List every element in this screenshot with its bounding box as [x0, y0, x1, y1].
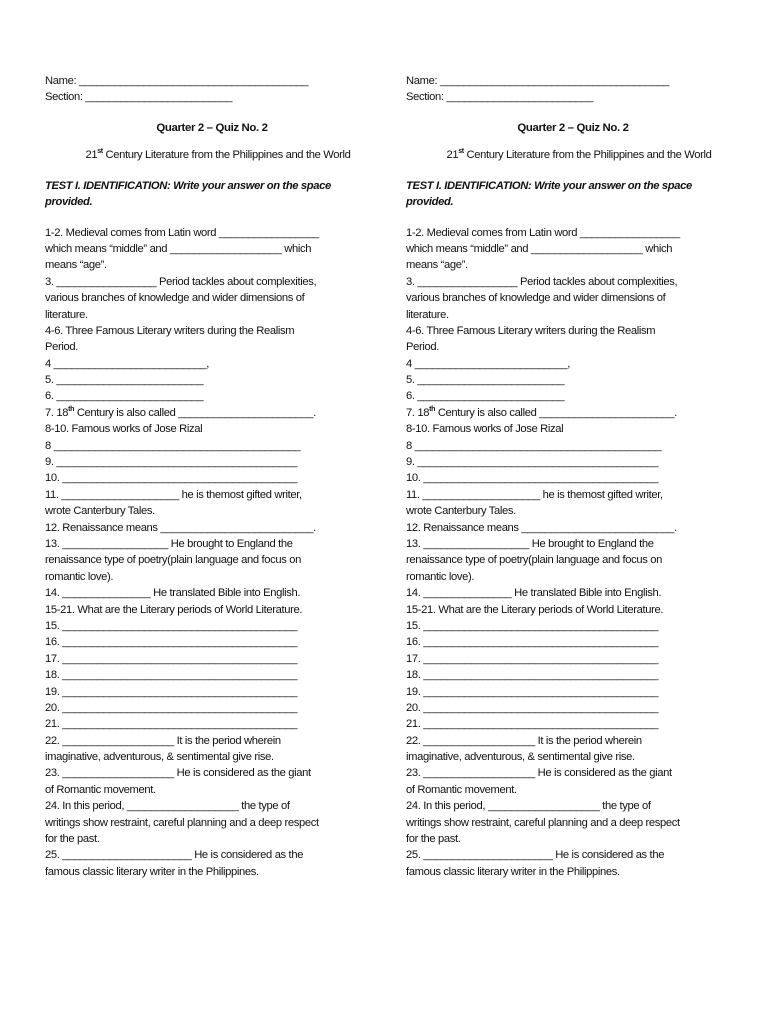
quiz-sheet-left [45, 73, 375, 880]
question-line [45, 405, 375, 421]
ordinal-superscript: th [429, 405, 436, 413]
question-line: 18. ________________________________________ [45, 669, 298, 682]
question-line: renaissance type of poetry(plain language and focus on [406, 554, 663, 567]
question-line: 5. _________________________ [45, 374, 204, 387]
question-line: 12. Renaissance means __________________________. [406, 521, 677, 534]
section-line: Section: _________________________ [45, 91, 233, 104]
subtitle-superscript: st [458, 148, 464, 156]
question-line: famous classic literary writer in the Philippines. [406, 865, 620, 878]
question-line: which means “middle” and ___________________ which [406, 242, 673, 255]
question-line [406, 405, 736, 421]
question-line: 9. _________________________________________ [406, 456, 659, 469]
subtitle-superscript: st [97, 148, 103, 156]
question-line: 5. _________________________ [406, 374, 565, 387]
question-line: 18. ________________________________________ [406, 669, 659, 682]
question-line: 8 __________________________________________ [406, 439, 662, 452]
question-line: 21. ________________________________________ [406, 718, 659, 731]
test-heading: TEST I. IDENTIFICATION: Write your answer on the space provided. [406, 179, 692, 208]
question-line: 23. ___________________ He is considered as the giant [406, 767, 672, 780]
question-line: 22. ___________________ It is the period wherein [45, 734, 281, 747]
question-line: imaginative, adventurous, & sentimental give rise. [45, 751, 274, 764]
question-line: renaissance type of poetry(plain language and focus on [45, 554, 302, 567]
subtitle-number: 21 [85, 149, 98, 162]
question-line: 24. In this period, ___________________ the type of [406, 800, 651, 813]
test-heading: TEST I. IDENTIFICATION: Write your answer on the space provided. [45, 179, 331, 208]
question-line: 15. ________________________________________ [45, 619, 298, 632]
question-text: Century is also called _______________________. [74, 406, 317, 419]
question-line: 4 __________________________, [406, 357, 571, 370]
question-line: 12. Renaissance means __________________________. [45, 521, 316, 534]
question-line: wrote Canterbury Tales. [45, 505, 155, 518]
ordinal-superscript: th [68, 405, 75, 413]
quiz-subtitle [45, 147, 375, 163]
question-line: 25. ______________________ He is considered as the [406, 849, 665, 862]
question-line: 13. __________________ He brought to England the [45, 537, 293, 550]
question-line: of Romantic movement. [45, 783, 156, 796]
quiz-subtitle [406, 147, 736, 163]
question-line: for the past. [406, 833, 461, 846]
question-line: Period. [45, 341, 78, 354]
question-line: 8 __________________________________________ [45, 439, 301, 452]
question-text: 7. 18 [406, 406, 430, 419]
question-line: 8-10. Famous works of Jose Rizal [45, 423, 203, 436]
question-line: 6. _________________________ [45, 390, 204, 403]
question-line: 1-2. Medieval comes from Latin word _________________ [45, 226, 319, 239]
question-line: various branches of knowledge and wider dimensions of [45, 292, 305, 305]
question-line: 22. ___________________ It is the period wherein [406, 734, 642, 747]
subtitle-text: Century Literature from the Philippines and the World [102, 149, 351, 162]
question-line: 24. In this period, ___________________ the type of [45, 800, 290, 813]
question-line: 17. ________________________________________ [45, 652, 298, 665]
question-line: Period. [406, 341, 439, 354]
question-line: 1-2. Medieval comes from Latin word _________________ [406, 226, 680, 239]
question-line: 4 __________________________, [45, 357, 210, 370]
question-line: 3. _________________ Period tackles about complexities, [406, 275, 678, 288]
question-line: writings show restraint, careful planning and a deep respect [45, 816, 319, 829]
subtitle-text: Century Literature from the Philippines and the World [463, 149, 712, 162]
question-line: romantic love). [406, 570, 475, 583]
question-line: 15-21. What are the Literary periods of World Literature. [45, 603, 303, 616]
question-line: which means “middle” and ___________________ which [45, 242, 312, 255]
question-line: 17. ________________________________________ [406, 652, 659, 665]
question-line: 21. ________________________________________ [45, 718, 298, 731]
question-line: romantic love). [45, 570, 114, 583]
question-line: means “age”. [45, 259, 107, 272]
question-line: imaginative, adventurous, & sentimental give rise. [406, 751, 635, 764]
question-line: 19. ________________________________________ [406, 685, 659, 698]
question-line: 6. _________________________ [406, 390, 565, 403]
question-line: famous classic literary writer in the Philippines. [45, 865, 259, 878]
question-line: 13. __________________ He brought to England the [406, 537, 654, 550]
question-line: various branches of knowledge and wider dimensions of [406, 292, 666, 305]
name-line: Name: _______________________________________ [45, 75, 308, 87]
question-line: 20. ________________________________________ [406, 701, 659, 714]
quiz-title: Quarter 2 – Quiz No. 2 [517, 121, 629, 134]
quiz-title: Quarter 2 – Quiz No. 2 [156, 121, 268, 134]
question-line: 25. ______________________ He is considered as the [45, 849, 304, 862]
question-line: 16. ________________________________________ [45, 636, 298, 649]
question-line: 23. ___________________ He is considered as the giant [45, 767, 311, 780]
question-line: writings show restraint, careful planning and a deep respect [406, 816, 680, 829]
question-line: 3. _________________ Period tackles about complexities, [45, 275, 317, 288]
question-line: 11. ____________________ he is themost gifted writer, [45, 488, 302, 501]
section-line: Section: _________________________ [406, 91, 594, 104]
question-line: 8-10. Famous works of Jose Rizal [406, 423, 564, 436]
name-line: Name: _______________________________________ [406, 75, 669, 87]
question-line: 14. _______________ He translated Bible into English. [45, 587, 301, 600]
question-line: wrote Canterbury Tales. [406, 505, 516, 518]
question-line: 16. ________________________________________ [406, 636, 659, 649]
question-line: 4-6. Three Famous Literary writers during the Realism [406, 324, 656, 337]
question-line: 15-21. What are the Literary periods of World Literature. [406, 603, 664, 616]
question-line: 9. _________________________________________ [45, 456, 298, 469]
question-line: 15. ________________________________________ [406, 619, 659, 632]
question-text: Century is also called _______________________. [435, 406, 678, 419]
question-line: 14. _______________ He translated Bible into English. [406, 587, 662, 600]
question-line: 19. ________________________________________ [45, 685, 298, 698]
question-line: 4-6. Three Famous Literary writers during the Realism [45, 324, 295, 337]
question-line: literature. [406, 308, 449, 321]
quiz-sheet-right [406, 73, 736, 880]
question-line: 11. ____________________ he is themost gifted writer, [406, 488, 663, 501]
question-line: of Romantic movement. [406, 783, 517, 796]
question-line: literature. [45, 308, 88, 321]
subtitle-number: 21 [446, 149, 459, 162]
question-text: 7. 18 [45, 406, 69, 419]
question-line: for the past. [45, 833, 100, 846]
question-line: 10. ________________________________________ [45, 472, 298, 485]
question-line: 10. ________________________________________ [406, 472, 659, 485]
question-line: means “age”. [406, 259, 468, 272]
question-line: 20. ________________________________________ [45, 701, 298, 714]
